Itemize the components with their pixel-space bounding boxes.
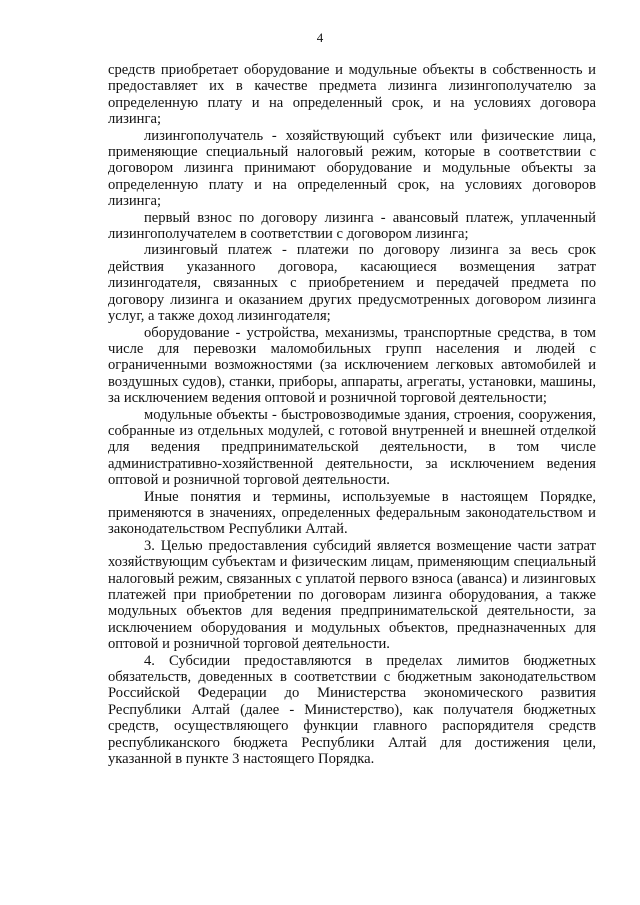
paragraph: лизингополучатель - хозяйствующий субъект или физические лица, применяющие специальный налоговый режим, которые в соответствии с договором лизинга принимают оборудование и модульные объекты за определенную плату и на определенный срок, на условиях договоров лизинга;: [108, 127, 596, 210]
paragraph: Иные понятия и термины, используемые в настоящем Порядке, применяются в значениях, определенных федеральным законодательством и законодательством Республики Алтай.: [108, 488, 596, 538]
paragraph: лизинговый платеж - платежи по договору лизинга за весь срок действия указанного договора, касающиеся возмещения затрат лизингодателя, связанных с приобретением и передачей предмета по договору лизинга и оказанием других предусмотренных договором лизинга услуг, а также доход лизингодателя;: [108, 242, 596, 325]
paragraph: первый взнос по договору лизинга - авансовый платеж, уплаченный лизингополучателем в соответствии с договором лизинга;: [108, 209, 596, 243]
document-body: [108, 62, 596, 767]
paragraph: 4. Субсидии предоставляются в пределах лимитов бюджетных обязательств, доведенных в соответствии с бюджетным законодательством Российской Федерации до Министерства экономического развития Республики Алтай (далее - Министерство), как получателя бюджетных средств, осуществляющего функции главного распорядителя средств республиканского бюджета Республики Алтай для достижения цели, указанной в пункте 3 настоящего Порядка.: [108, 652, 596, 768]
paragraph: оборудование - устройства, механизмы, транспортные средства, в том числе для перевозки маломобильных групп населения и людей с ограниченными возможностями (за исключением легковых автомобилей и воздушных судов), станки, приборы, аппараты, агрегаты, установки, машины, за исключением ведения оптовой и розничной торговой деятельности;: [108, 324, 596, 407]
paragraph: модульные объекты - быстровозводимые здания, строения, сооружения, собранные из отдельных модулей, с готовой внутренней и внешней отделкой для ведения предпринимательской деятельности, в том числе административно-хозяйственной деятельности, за исключением ведения оптовой и розничной торговой деятельности.: [108, 406, 596, 489]
paragraph: 3. Целью предоставления субсидий является возмещение части затрат хозяйствующим субъектам и физическим лицам, применяющим специальный налоговый режим, связанных с уплатой первого взноса (аванса) и лизинговых платежей при приобретении по договорам лизинга оборудования, а также модульных объектов для ведения предпринимательской деятельности, за исключением оборудования и модульных объектов, предназначенных для оптовой и розничной торговой деятельности.: [108, 537, 596, 653]
page-number: 4: [316, 30, 324, 45]
paragraph: средств приобретает оборудование и модульные объекты в собственность и предоставляет их в качестве предмета лизинга лизингополучателю за определенную плату и на определенный срок, и на условиях договора лизинга;: [108, 62, 596, 128]
